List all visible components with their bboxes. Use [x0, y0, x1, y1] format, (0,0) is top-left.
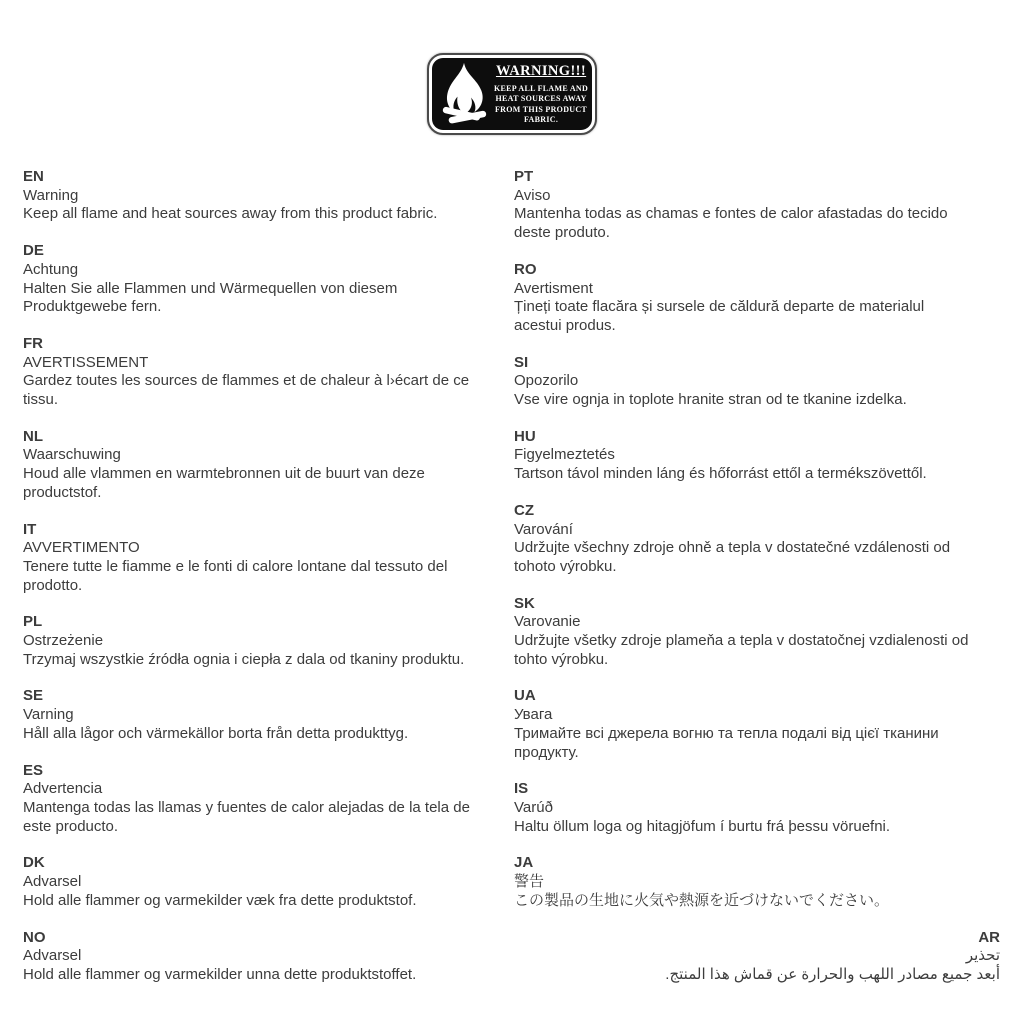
language-code: AR [978, 928, 1000, 946]
language-code: FR [23, 334, 43, 352]
warning-text-line: deste produto. [514, 224, 610, 242]
language-section-it [23, 521, 497, 596]
warning-badge [427, 53, 597, 135]
language-code: SE [23, 687, 44, 705]
warning-text-line: Håll alla lågor och värmekällor borta från detta produkttyg. [23, 724, 409, 742]
warning-text-line: Trzymaj wszystkie źródła ognia i ciepła z dala od tkaniny produktu. [23, 650, 465, 668]
warning-text-line: Mantenga todas las llamas y fuentes de calor alejadas de la tela de [23, 798, 470, 816]
warning-text-line: Gardez toutes les sources de flammes et de chaleur à l›écart de ce [23, 372, 470, 390]
warning-text-line: acestui produs. [514, 316, 616, 334]
column-left [23, 168, 497, 1003]
warning-text-line: Hold alle flammer og varmekilder unna dette produktstoffet. [23, 965, 417, 983]
warning-text-line: この製品の生地に火気や熱源を近づけないでください。 [514, 891, 890, 909]
language-code: IT [23, 520, 37, 538]
language-section-si [514, 354, 1000, 410]
language-code: NL [23, 427, 43, 445]
warning-badge-line: FABRIC. [523, 115, 559, 124]
language-section-cz [514, 502, 1000, 577]
warning-badge-line: KEEP ALL FLAME AND [494, 83, 589, 93]
language-section-no [23, 929, 497, 985]
warning-text-line: Udržujte všechny zdroje ohně a tepla v dostatečné vzdálenosti od [514, 539, 951, 557]
language-section-dk [23, 854, 497, 910]
warning-title: AVVERTIMENTO [23, 539, 140, 557]
warning-title: Achtung [23, 260, 79, 278]
warning-title: Varovanie [514, 613, 581, 631]
language-code: RO [514, 260, 537, 278]
warning-title: Advarsel [23, 873, 82, 891]
warning-badge-inner [432, 58, 592, 130]
language-section-de [23, 242, 497, 317]
language-code: PT [514, 168, 534, 185]
warning-text-line: Tartson távol minden láng és hőforrást ettől a termékszövettől. [514, 465, 927, 483]
warning-text-line: tohoto výrobku. [514, 557, 617, 575]
warning-badge-text [494, 63, 588, 126]
language-section-es [23, 762, 497, 837]
language-code: CZ [514, 501, 534, 519]
warning-badge-line: HEAT SOURCES AWAY [495, 94, 587, 103]
warning-badge-area [0, 0, 1024, 135]
language-code: DE [23, 242, 44, 260]
language-section-ja [514, 854, 1000, 910]
warning-text-line: Vse vire ognja in toplote hranite stran od te tkanine izdelka. [514, 391, 907, 409]
language-section-en [23, 168, 497, 224]
warning-text-line: Haltu öllum loga og hitagjöfum í burtu frá þessu vöruefni. [514, 817, 891, 835]
warning-text-line: Udržujte všetky zdroje plameňa a tepla v dostatočnej vzdialenosti od [514, 632, 969, 650]
language-code: DK [23, 854, 45, 872]
campfire-flame-icon [436, 62, 492, 126]
language-section-ar [514, 929, 1000, 985]
language-section-nl [23, 428, 497, 503]
language-code: JA [514, 854, 534, 872]
warning-title: 警告 [514, 873, 545, 891]
warning-title: Advarsel [23, 947, 82, 965]
warning-badge-line: FROM THIS PRODUCT [495, 104, 588, 114]
warning-title: Varování [514, 520, 573, 538]
language-code: EN [23, 168, 44, 185]
warning-title: Warning [23, 186, 79, 204]
warning-title: Figyelmeztetés [514, 446, 615, 464]
warning-text-line: este producto. [23, 817, 119, 835]
warning-title: AVERTISSEMENT [23, 353, 149, 371]
warning-text-line: продукту. [514, 743, 579, 761]
warning-text-line: tissu. [23, 391, 59, 409]
language-code: NO [23, 928, 46, 946]
warning-text-line: tohto výrobku. [514, 650, 609, 668]
warning-title: Waarschuwing [23, 446, 121, 464]
language-section-fr [23, 335, 497, 410]
language-section-se [23, 687, 497, 743]
warning-text-line: أبعد جميع مصادر اللهب والحرارة عن قماش هذا المنتج. [665, 965, 1000, 983]
warning-title: Varúð [514, 798, 553, 816]
language-section-is [514, 780, 1000, 836]
warning-title: Ostrzeżenie [23, 632, 104, 650]
language-section-ua [514, 687, 1000, 762]
language-code: IS [514, 780, 529, 798]
warning-text-line: Тримайте всі джерела вогню та тепла подалі від цієї тканини [514, 724, 939, 742]
warning-title: Advertencia [23, 780, 103, 798]
language-section-hu [514, 428, 1000, 484]
language-code: HU [514, 427, 536, 445]
language-code: SI [514, 353, 529, 371]
language-section-pl [23, 613, 497, 669]
warning-title: Avertisment [514, 279, 593, 297]
warning-text-line: Hold alle flammer og varmekilder væk fra dette produktstof. [23, 891, 417, 909]
language-section-ro [514, 261, 1000, 336]
warning-text-line: Halten Sie alle Flammen und Wärmequellen von diesem [23, 279, 398, 297]
column-right [514, 168, 1000, 1003]
warning-text-line: Țineți toate flacăra și sursele de căldură departe de materialul [514, 298, 925, 316]
warning-title: Opozorilo [514, 372, 579, 390]
warning-title: Aviso [514, 186, 551, 204]
warning-text-line: Mantenha todas as chamas e fontes de calor afastadas do tecido [514, 205, 948, 223]
language-section-sk [514, 595, 1000, 670]
warning-text-line: Keep all flame and heat sources away from this product fabric. [23, 205, 438, 223]
language-code: ES [23, 761, 44, 779]
language-code: UA [514, 687, 536, 705]
warning-title: Varning [23, 706, 74, 724]
language-code: SK [514, 594, 535, 612]
warning-text-line: Houd alle vlammen en warmtebronnen uit de buurt van deze [23, 465, 425, 483]
warning-text-line: productstof. [23, 483, 102, 501]
warning-text-line: Produktgewebe fern. [23, 298, 162, 316]
language-section-pt [514, 168, 1000, 243]
warning-text-line: prodotto. [23, 576, 83, 594]
warning-badge-title: WARNING!!! [495, 62, 587, 79]
warning-title: تحذير [965, 947, 1000, 965]
language-code: PL [23, 613, 43, 631]
language-sections [0, 168, 1024, 1003]
warning-title: Увага [514, 706, 553, 724]
warning-text-line: Tenere tutte le fiamme e le fonti di calore lontane dal tessuto del [23, 557, 448, 575]
